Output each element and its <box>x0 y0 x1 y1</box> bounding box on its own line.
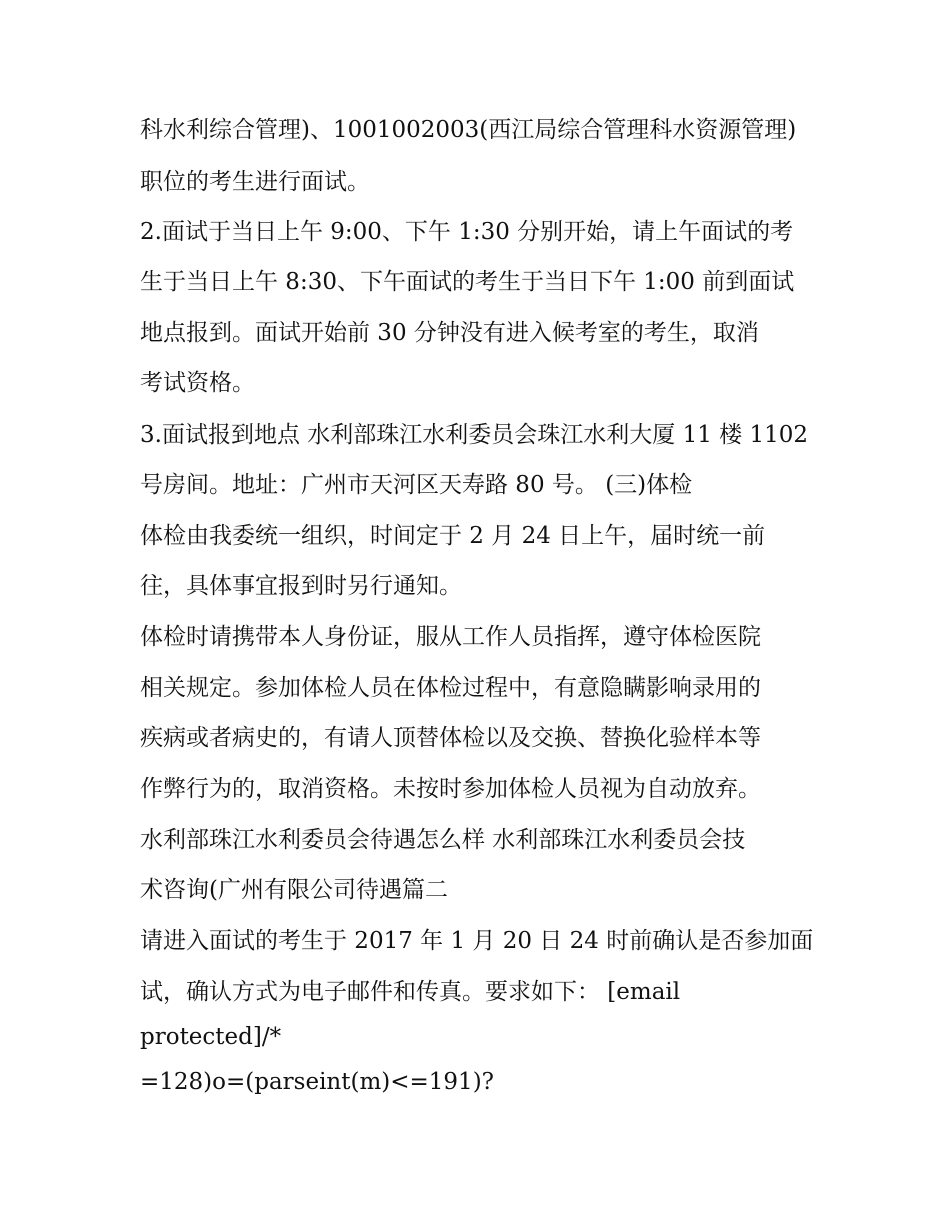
text-line: 考试资格。 <box>140 370 255 396</box>
text-line: =128)o=(parseint(m)<=191)? <box>140 1069 494 1095</box>
text-line: 2.面试于当日上午 9:00、下午 1:30 分别开始，请上午面试的考 <box>140 219 794 245</box>
text-line: 职位的考生进行面试。 <box>140 169 370 195</box>
text-line: 号房间。地址：广州市天河区天寿路 80 号。 (三)体检 <box>140 472 693 498</box>
text-line: 相关规定。参加体检人员在体检过程中，有意隐瞒影响录用的 <box>140 675 761 701</box>
text-line: 试，确认方式为电子邮件和传真。要求如下： [email <box>140 979 681 1005</box>
text-line: 往，具体事宜报到时另行通知。 <box>140 573 462 599</box>
text-line: 作弊行为的，取消资格。未按时参加体检人员视为自动放弃。 <box>140 776 761 802</box>
text-line: 疾病或者病史的，有请人顶替体检以及交换、替换化验样本等 <box>140 725 761 751</box>
text-line: 地点报到。面试开始前 30 分钟没有进入候考室的考生，取消 <box>140 320 759 346</box>
text-line: 体检由我委统一组织，时间定于 2 月 24 日上午，届时统一前 <box>140 523 766 549</box>
text-line: 3.面试报到地点 水利部珠江水利委员会珠江水利大厦 11 楼 1102 <box>140 422 808 448</box>
text-line: 水利部珠江水利委员会待遇怎么样 水利部珠江水利委员会技 <box>140 827 746 853</box>
text-line: 请进入面试的考生于 2017 年 1 月 20 日 24 时前确认是否参加面 <box>140 928 814 954</box>
text-line: 术咨询(广州有限公司待遇篇二 <box>140 877 448 903</box>
text-line: 科水利综合管理)、1001002003(西江局综合管理科水资源管理) <box>140 117 797 143</box>
text-line: 生于当日上午 8:30、下午面试的考生于当日下午 1:00 前到面试 <box>140 269 795 295</box>
text-line: protected]/* <box>140 1024 282 1050</box>
text-line: 体检时请携带本人身份证，服从工作人员指挥，遵守体检医院 <box>140 624 761 650</box>
